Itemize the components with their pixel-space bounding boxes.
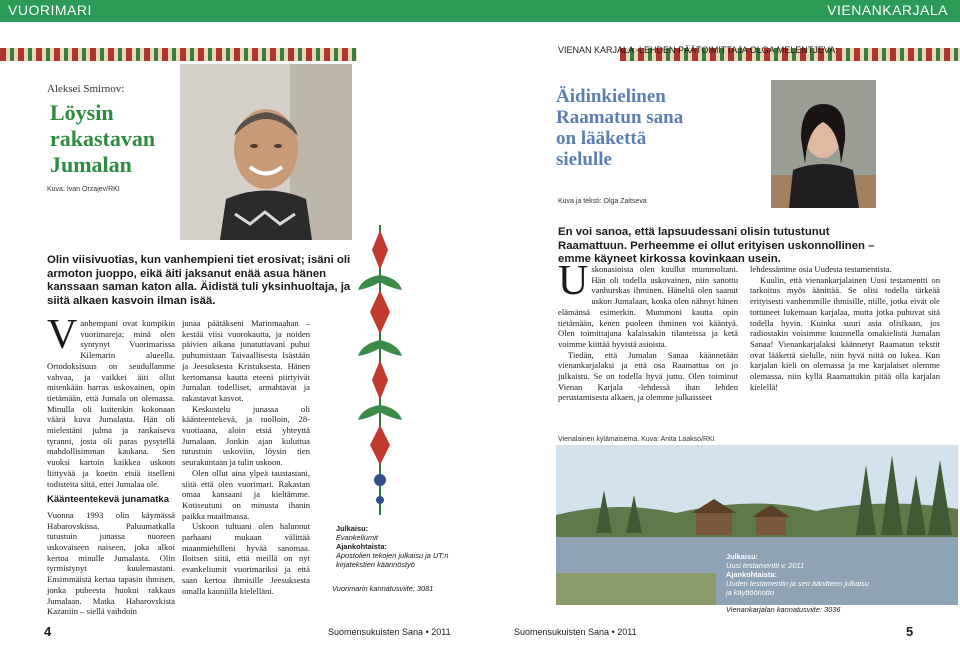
paragraph: Kuulin, että vienankarjalainen Uusi testamentti on tarkoitus myös äänittää. Se olisi todella tärkeää erityisesti vanhemmille ihmisille, niille, jotka eivät ole tottuneet lukemaan karjalaa, mutta jotka puhuvat sitä todella hyvin. Kuinka suuri asia olisikaan, jos radiostakin voisimme kuunnella omakielistä Jumalan Sanaa! Vienankarjalaksi käännetyt Raamatun tekstit ovat lääkettä sielulle, niin hyvä niitä on lukea. Kun karjalan kieli on olemassa ja me karjalaiset olemme olemassa, niin kyllä Raamattukin pitää olla karjalan kielellä! — [750, 274, 940, 392]
paragraph: Tiedän, että Jumalan Sanaa käännetään vienankarjalaksi ja että osa Raamattua on jo julkaistu. Se on todella hyvä juttu. Olen toiminut Vienan Karjala -lehdessä ihan lehden perustamisesta alkaen, ja olemme julkaisseet — [558, 349, 738, 403]
page-number-left: 4 — [44, 624, 52, 639]
footer-right: Suomensukuisten Sana • 2011 — [514, 627, 637, 637]
title-line: Äidinkielinen — [556, 86, 666, 107]
paragraph: lehdessämme osia Uudesta testamentista. — [750, 264, 892, 274]
right-col-1 — [558, 258, 738, 403]
info-label: Julkaisu: — [336, 524, 369, 533]
left-col-1 — [47, 312, 175, 617]
title-line: Löysin — [50, 100, 114, 125]
title-line: on lääkettä — [556, 128, 647, 149]
section-right: VIENANKARJALA — [827, 2, 948, 18]
title-line: sielulle — [556, 149, 612, 170]
info-label: Ajankohtaista: — [726, 570, 777, 579]
left-col-2 — [182, 318, 310, 596]
paragraph: junaa päätäkseni Marinmaahan – kestää viisi vuorokautta, ja noiden päivien aikana junatuttavani puhui puhumistaan Taivaallisesta Isästään ja Jeesuksesta Kristuksesta. Hänen kertomansa kautta eteeni piirtyivät Jumalan todelliset, armahtavat ja rakastavat kasvot. — [182, 318, 310, 403]
info-value: Apostolien tekojen julkaisu ja UT:n kirjatekstien käännöstyö — [336, 551, 449, 569]
kicker: VIENAN KARJALA -LEHDEN PÄÄTOIMITTAJA OLGA MELENTJEVA: — [558, 45, 838, 55]
subheading: Käänteentekevä junamatka — [47, 494, 169, 506]
photo-credit-right: Kuva ja teksti: Olga Zaitseva — [558, 198, 647, 205]
title-line: rakastavan — [50, 126, 156, 151]
title-line: Jumalan — [50, 152, 132, 177]
paragraph: Olen ollut aina ylpeä taustastani, siitä että olen vuorimari. Rakastan omaa kansaani ja kieltämme. Kotiseutuni on minusta ihanin paikka maailmassa. — [182, 467, 310, 521]
info-value: Uuden testamentin ja sen äänitteen julkaisu ja käyttöönotto — [726, 579, 869, 597]
header-bar — [0, 0, 960, 22]
portrait-photo — [180, 64, 352, 240]
ornament-band-left — [0, 48, 357, 61]
paragraph: Uskoon tultuani olen halunnut parhaani mukaan välittää maanmiehilleni hyvää sanomaa. Iloitsen siitä, että meillä on nyt evankeliumit vuorimariksi ja että saan kertoa ihmisille Jeesuksesta omalla kauniilla kielelläni. — [182, 521, 310, 596]
left-support: Vuorimarin kannatusviite: 3081 — [332, 584, 434, 593]
right-col-2 — [750, 264, 940, 392]
dropcap: U — [558, 258, 589, 304]
left-lead: Olin viisivuotias, kun vanhempieni tiet erosivat; isäni oli armoton juoppo, eikä äiti jaksanut enää asua hänen kanssaan saman katon alla. Äidistä tuli yksinhuoltaja, ja siitä alkaen kasvoin ilman isää. — [47, 254, 351, 307]
paragraph: Vuonna 1993 olin käymässä Habarovskissa. Paluumatkalla tutustuin junassa nuoreen uskovaiseen naiseen, joka alkoi kertoa minulle Jumalasta. Olin tyrmistynyt kuulemastani. Ensimmäistä kertaa tapasin ihmisen, jonka puheesta huokui rakkaus Jumalaan. Matka Habarovskista Kazaniin – siellä vaihdoin — [47, 509, 175, 617]
paragraph: Keskustelu junassa oli käänteentekevä, ja tuolloin, 28-vuotiaana, aloin etsiä yhteyttä Jumalaan. Jonkin ajan kuluttua tutustuin uskoviin, löysin tien seurakuntaan ja tulin uskoon. — [182, 403, 310, 468]
page-number-right: 5 — [906, 624, 914, 639]
footer-left: Suomensukuisten Sana • 2011 — [328, 627, 451, 637]
photo-credit: Kuva: Ivan Orzajev/RKI — [47, 186, 120, 193]
title-line: Raamatun sana — [556, 107, 684, 128]
right-infobox — [720, 548, 882, 601]
info-value: Uusi testamentti v. 2011 — [726, 561, 805, 570]
left-title — [50, 100, 155, 178]
photo-caption: Vienalainen kylämaisema. Kuva: Anita Laakso/RKI — [558, 436, 715, 443]
author: Aleksei Smirnov: — [47, 83, 125, 95]
right-lead: En voi sanoa, että lapsuudessani olisin tutustunut Raamattuun. Perheemme ei ollut erityisen uskonnollinen – emme käyneet kirkossa kovinkaan usein. — [558, 226, 875, 266]
paragraph: anhempani ovat kumpikin vuorimareja; minä olen syntynyt Vuorimarissa Kilemarin alueella. Ortodoksisuus on seudullamme vahvaa, ja vaikkei äiti ollut mitenkään harras uskovainen, opin tietämään, että Jumala on olemassa. Minulla oli kuitenkin kokonaan väärä kuva Jumalasta. Hän oli mielestäni julma ja rankaiseva tyranni, josta oli paras pysytellä mahdollisimman kaukana. Sen vuoksi kartoin kaikkea uskoon liittyvää ja koetin etsiä itselleni todisteita siitä, ettei Jumalaa ole. — [47, 318, 175, 489]
right-title — [556, 86, 683, 170]
left-infobox — [330, 520, 470, 573]
portrait-photo-right — [771, 80, 876, 208]
info-value: Evankeliumit — [336, 533, 378, 542]
right-support: Vienankarjalan kannatusviite: 3036 — [726, 605, 841, 614]
section-left: VUORIMARI — [8, 2, 92, 18]
paragraph: skonasioista olen kuullut mummoltani. Hän oli todella uskovainen, niin sanottu vanhurskas ihminen. Häneltä olen saanut uskon Jumalaan, koska olen nähnyt hänen elämänsä esimerkin. Mummoni kautta opin tietämään, kenen puoleen ihminen voi kääntyä. Olen toimittajana kalaissakin tilanteissa ja ketä voimme kiittää hyvistä asioista. — [558, 264, 738, 349]
embroidery-ornament — [350, 220, 410, 520]
dropcap: V — [47, 312, 78, 358]
info-label: Julkaisu: — [726, 552, 759, 561]
info-label: Ajankohtaista: — [336, 542, 387, 551]
